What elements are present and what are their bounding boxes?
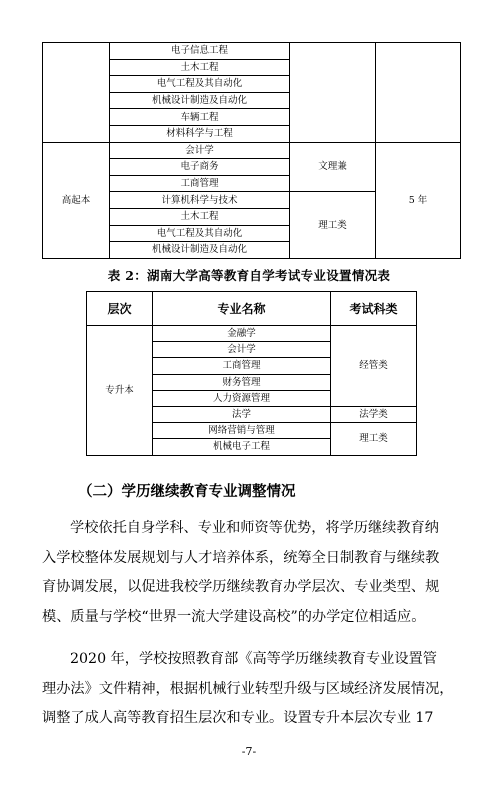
- major-cell: 财务管理: [153, 374, 331, 390]
- self-study-exam-table: [86, 291, 417, 456]
- major-cell: 金融学: [153, 326, 331, 342]
- category-cell: 理工类: [290, 192, 376, 258]
- category-cell: 法学类: [331, 406, 417, 422]
- paragraph-line: 理办法》文件精神，根据机械行业转型升级与区域经济发展情况，: [42, 680, 454, 697]
- major-cell: 法学: [153, 406, 331, 422]
- major-cell: 工商管理: [110, 175, 290, 192]
- major-cell: 人力资源管理: [153, 390, 331, 406]
- level-cell: 高起本: [43, 142, 110, 258]
- paragraph-line: 入学校整体发展规划与人才培养体系，统筹全日制教育与继续教: [42, 549, 440, 566]
- duration-cell-empty: [376, 43, 461, 143]
- table-row: [43, 43, 461, 60]
- major-cell: 机械设计制造及自动化: [110, 92, 290, 109]
- major-cell: 会计学: [110, 142, 290, 159]
- category-cell: 理工类: [331, 423, 417, 455]
- major-cell: 网络营销与管理: [153, 423, 331, 439]
- major-cell: 工商管理: [153, 358, 331, 374]
- table-row: [43, 142, 461, 159]
- major-cell: 电气工程及其自动化: [110, 76, 290, 93]
- major-cell: 车辆工程: [110, 109, 290, 126]
- major-cell: 电子信息工程: [110, 43, 290, 60]
- level-cell: 专升本: [87, 326, 153, 456]
- major-cell: 土木工程: [110, 59, 290, 76]
- body-paragraph: [42, 514, 462, 632]
- category-cell: 经管类: [331, 326, 417, 407]
- page-number: -7-: [241, 745, 257, 758]
- paragraph-line: 学校依托自身学科、专业和师资等优势，将学历继续教育纳: [70, 520, 439, 536]
- major-cell: 计算机科学与技术: [110, 192, 290, 209]
- paragraph-line: 2020 年，学校按照教育部《高等学历继续教育专业设置管: [70, 651, 437, 667]
- major-cell: 电气工程及其自动化: [110, 225, 290, 242]
- category-cell-empty: [290, 43, 376, 143]
- major-cell: 机械电子工程: [153, 439, 331, 455]
- body-paragraph: [42, 645, 462, 734]
- major-cell: 机械设计制造及自动化: [110, 242, 290, 259]
- enrollment-table-continued: [42, 42, 461, 259]
- table-caption: 表 2：湖南大学高等教育自学考试专业设置情况表: [107, 268, 391, 283]
- header-category: 考试科类: [331, 292, 417, 326]
- section-heading: （二）学历继续教育专业调整情况: [78, 483, 296, 500]
- table-row: [87, 326, 417, 342]
- major-cell: 土木工程: [110, 208, 290, 225]
- table-header-row: [87, 292, 417, 326]
- category-cell: 文理兼: [290, 142, 376, 192]
- major-cell: 电子商务: [110, 159, 290, 176]
- paragraph-line: 育协调发展，以促进我校学历继续教育办学层次、专业类型、规: [42, 579, 440, 595]
- level-cell-empty: [43, 43, 110, 143]
- major-cell: 材料科学与工程: [110, 125, 290, 142]
- header-major: 专业名称: [153, 292, 331, 326]
- major-cell: 会计学: [153, 342, 331, 358]
- header-level: 层次: [87, 292, 153, 326]
- paragraph-line: 模、质量与学校“世界一流大学建设高校”的办学定位相适应。: [42, 608, 426, 625]
- paragraph-line: 调整了成人高等教育招生层次和专业。设置专升本层次专业 17: [42, 710, 434, 726]
- duration-cell: 5 年: [376, 142, 461, 258]
